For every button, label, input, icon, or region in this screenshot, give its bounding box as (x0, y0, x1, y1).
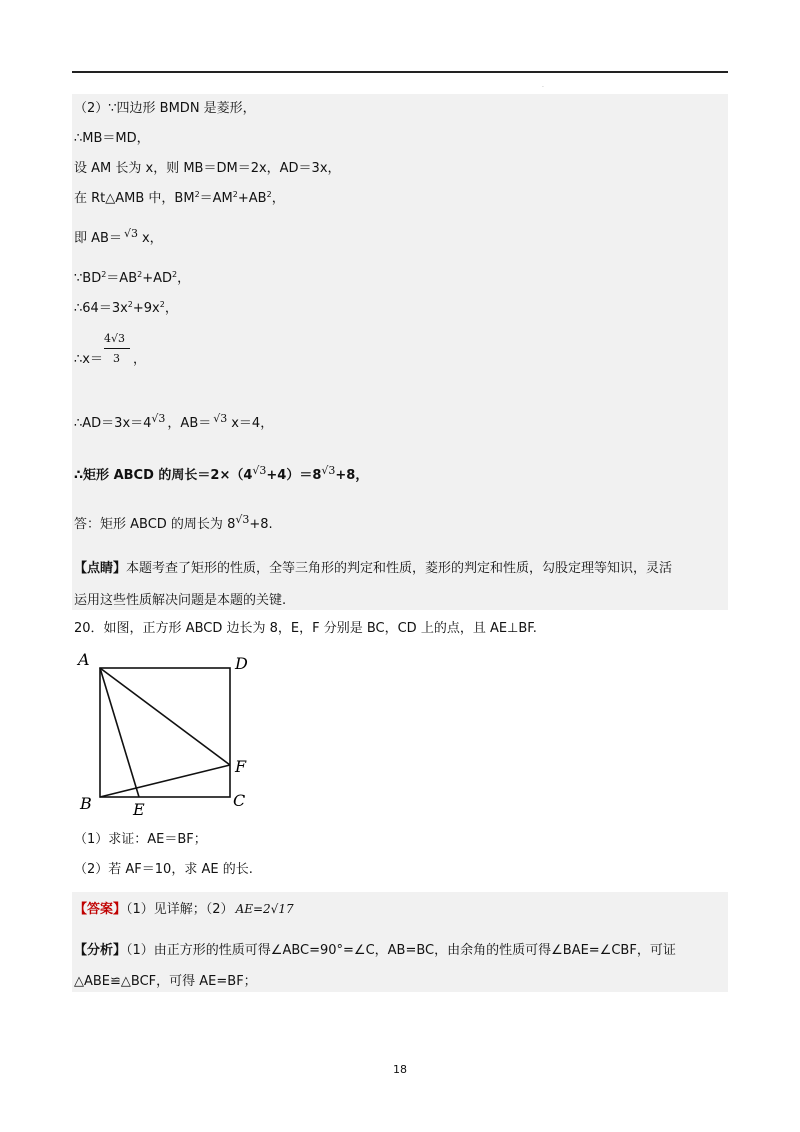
solution-line-1: （2）∵四边形 BMDN 是菱形， (74, 101, 256, 116)
fraction-denominator: 3 (113, 352, 120, 365)
solution-line-3: 设 AM 长为 x，则 MB＝DM＝2x，AD＝3x， (74, 161, 341, 176)
solution-line-7: $\therefore 64=3x^2+9x^2$， (74, 300, 178, 316)
solution-line-9: ∴AD＝3x＝4 √3 ，AB＝ √3 x＝4， (74, 412, 274, 431)
sqrt3-term: √3 (151, 412, 166, 425)
label-d: D (235, 654, 248, 673)
analysis-line-1: 【分析】（1）由正方形的性质可得∠ABC=90°=∠C，AB=BC，由余角的性质可得∠BAE=∠CBF，可证 (74, 943, 676, 958)
header-rule (72, 71, 728, 73)
solution-line-11: 答：矩形 ABCD 的周长为 8 √3 +8. (74, 513, 273, 532)
solution-line-8: ∴x＝ ， (74, 352, 146, 367)
analysis-label: 【分析】 (74, 943, 127, 958)
analysis-line-2: △ABE≌△BCF，可得 AE=BF； (74, 974, 257, 989)
solution-line-5: 即 AB＝ √3 x， (74, 227, 163, 246)
solution-line-2: ∴MB＝MD， (74, 131, 150, 146)
segment-af (100, 668, 230, 765)
segment-ae (100, 668, 139, 797)
comment-line-1: 【点睛】本题考查了矩形的性质，全等三角形的判定和性质，菱形的判定和性质，勾股定理等知识，灵活 (74, 561, 673, 576)
label-b: B (80, 794, 92, 813)
solution-line-6: $\because BD^2=AB^2+AD^2$， (74, 270, 191, 286)
question-2: （2）若 AF＝10，求 AE 的长. (74, 862, 253, 877)
label-f: F (235, 757, 247, 776)
sqrt3-term: √3 (321, 464, 336, 477)
header-mark: · (542, 84, 544, 91)
answer-line: 【答案】（1）见详解；（2） AE=2√17 (74, 902, 294, 917)
fraction-bar (104, 348, 130, 349)
answer-label: 【答案】 (74, 902, 127, 917)
label-c: C (233, 791, 246, 810)
problem-20-stem: 20．如图，正方形 ABCD 边长为 8，E，F 分别是 BC，CD 上的点，且 AE⊥BF. (74, 621, 537, 636)
solution-line-4: 在 Rt△AMB 中，$BM^2=AM^2+AB^2$， (74, 190, 285, 206)
sqrt3-term: √3 (213, 412, 228, 425)
segment-bf (100, 765, 230, 797)
fraction-numerator: 4√3 (104, 332, 126, 345)
square-figure (72, 648, 272, 824)
answer-formula: AE=2√17 (235, 902, 294, 916)
solution-line-10: ∴矩形 ABCD 的周长＝2×（4 √3 +4）＝8 √3 +8， (74, 464, 369, 483)
comment-line-2: 运用这些性质解决问题是本题的关键. (74, 593, 287, 608)
sqrt3-term: √3 (123, 227, 138, 240)
label-e: E (133, 800, 145, 819)
question-1: （1）求证：AE＝BF； (74, 832, 207, 847)
sqrt3-term: √3 (252, 464, 267, 477)
page-number: 18 (393, 1063, 407, 1076)
sqrt3-term: √3 (235, 513, 250, 526)
comment-label: 【点睛】 (74, 561, 127, 576)
label-a: A (78, 650, 90, 669)
